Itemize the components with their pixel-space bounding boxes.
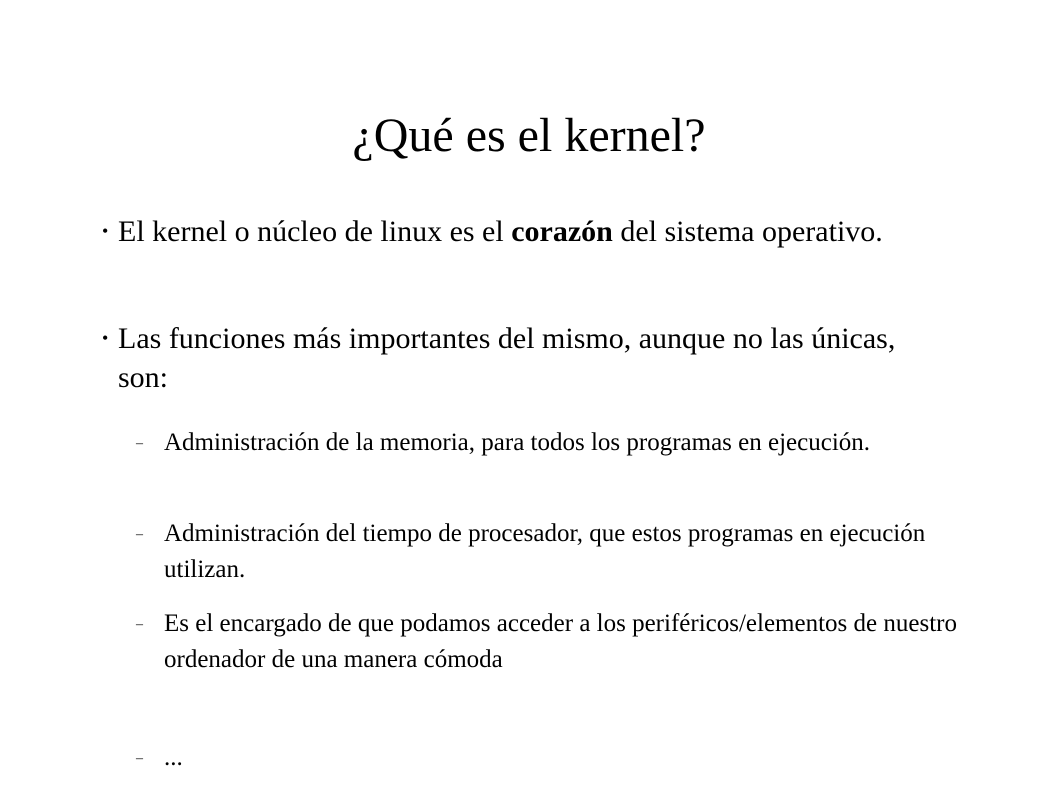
sub-bullet-peripherals [136, 606, 984, 678]
bullet-text-before: El kernel o núcleo de linux es el [118, 215, 512, 248]
sub-bullet-text: Es el encargado de que podamos acceder a los periféricos/elementos de nuestro ordenador de una manera cómoda [164, 610, 957, 673]
sub-bullet-processor-time [136, 516, 984, 588]
bullet-kernel-functions [102, 319, 908, 397]
sub-bullet-marker: – [136, 617, 143, 632]
sub-bullet-text: Administración de la memoria, para todos los programas en ejecución. [164, 429, 871, 456]
sub-bullet-marker: – [136, 436, 143, 451]
bullet-marker: • [102, 221, 109, 241]
sub-bullet-text: ... [164, 744, 183, 771]
bullet-text-bold: corazón [511, 215, 613, 248]
bullet-text-after: del sistema operativo. [612, 215, 883, 248]
bullet-text: Las funciones más importantes del mismo, aunque no las únicas, son: [118, 322, 896, 394]
sub-bullet-memory [136, 425, 984, 461]
sub-bullet-text: Administración del tiempo de procesador, que estos programas en ejecución utilizan. [164, 520, 926, 583]
bullet-marker: • [102, 328, 109, 348]
sub-bullet-marker: – [136, 751, 143, 766]
bullet-kernel-definition [102, 212, 908, 251]
sub-bullet-marker: – [136, 527, 143, 542]
sub-bullet-ellipsis [136, 740, 984, 776]
slide-title: ¿Qué es el kernel? [352, 109, 706, 162]
